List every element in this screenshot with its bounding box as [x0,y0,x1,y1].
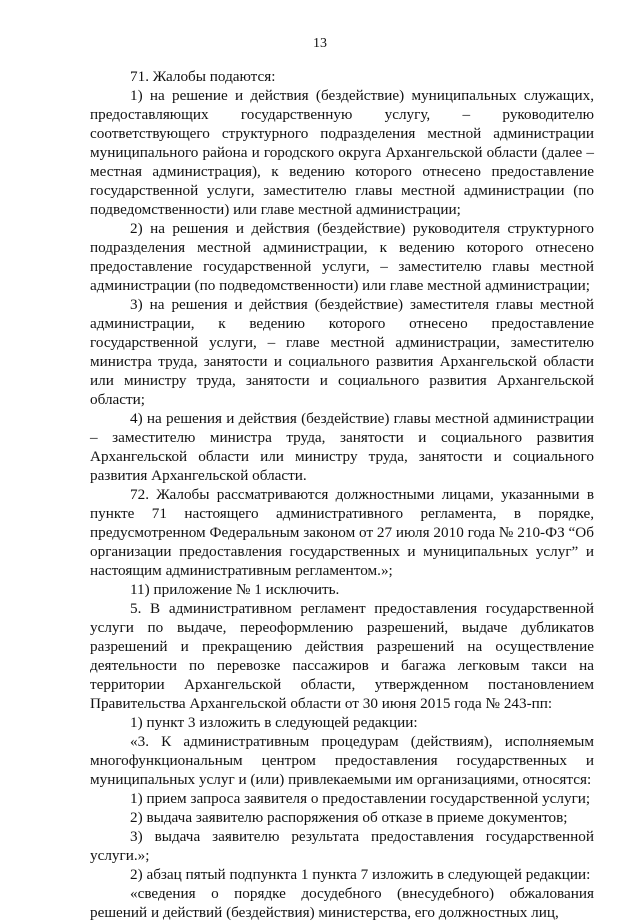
paragraph-quote-3-item-3: 3) выдача заявителю результата предоставления государственной услуги.»; [90,828,594,864]
page-number: 13 [313,36,327,51]
paragraph-5: 5. В административном регламент предоставления государственной услуги по выдаче, переоформлению разрешений, выдаче дубликатов разрешений и прекращению действия разрешений на осуществление деятельности по перевозке пассажиров и багажа легковым такси на территории Архангельской области, утвержденном постановлением Правительства Архангельской области от 30 июня 2015 года № 243-пп: [90,600,594,712]
paragraph-5-item-2: 2) абзац пятый подпункта 1 пункта 7 изложить в следующей редакции: [130,866,591,883]
paragraph-71-heading: 71. Жалобы подаются: [130,68,276,85]
paragraph-72: 72. Жалобы рассматриваются должностными лицами, указанными в пункте 71 настоящего административного регламента, в порядке, предусмотренном Федеральным законом от 27 июля 2010 года № 210-ФЗ “Об организации предоставления государственных и муниципальных услуг” и настоящим административным регламентом.»; [90,486,594,579]
paragraph-71-item-4: 4) на решения и действия (бездействие) главы местной администрации – заместителю министра труда, занятости и социального развития Архангельской области или министру труда, занятости и социального развития Архангельской области. [90,410,594,484]
paragraph-71-item-3: 3) на решения и действия (бездействие) заместителя главы местной администрации, к ведению которого отнесено предоставление государственной услуги, – главе местной администрации, заместителю министра труда, занятости и социального развития Архангельской области или министру труда, занятости и социального развития Архангельской области; [90,296,594,408]
paragraph-11-item: 11) приложение № 1 исключить. [130,581,340,598]
paragraph-quote-3-item-1: 1) прием запроса заявителя о предоставлении государственной услуги; [130,790,591,807]
paragraph-71-item-1: 1) на решение и действия (бездействие) муниципальных служащих, предоставляющих государственную услугу, – руководителю соответствующего структурного подразделения местной администрации муниципального района и городского округа Архангельской области (далее – местная администрация), к ведению которого отнесено предоставление государственной услуги, заместителю главы местной администрации (по подведомственности) или главе местной администрации; [90,87,594,218]
paragraph-71-item-2: 2) на решения и действия (бездействие) руководителя структурного подразделения местной администрации, к ведению которого отнесено предоставление государственной услуги, – заместителю главы местной администрации (по подведомственности) или главе местной администрации; [90,220,594,294]
paragraph-5-item-1: 1) пункт 3 изложить в следующей редакции: [130,714,418,731]
paragraph-quote-3: «3. К административным процедурам (действиям), исполняемым многофункциональным центром предоставления государственных и муниципальных услуг и (или) привлекаемыми им организациями, относятся: [90,733,594,788]
paragraph-quote-info: «сведения о порядке досудебного (внесудебного) обжалования решений и действий (бездействия) министерства, его должностных лиц, [90,885,594,921]
document-body [90,67,594,922]
paragraph-quote-3-item-2: 2) выдача заявителю распоряжения об отказе в приеме документов; [130,809,568,826]
